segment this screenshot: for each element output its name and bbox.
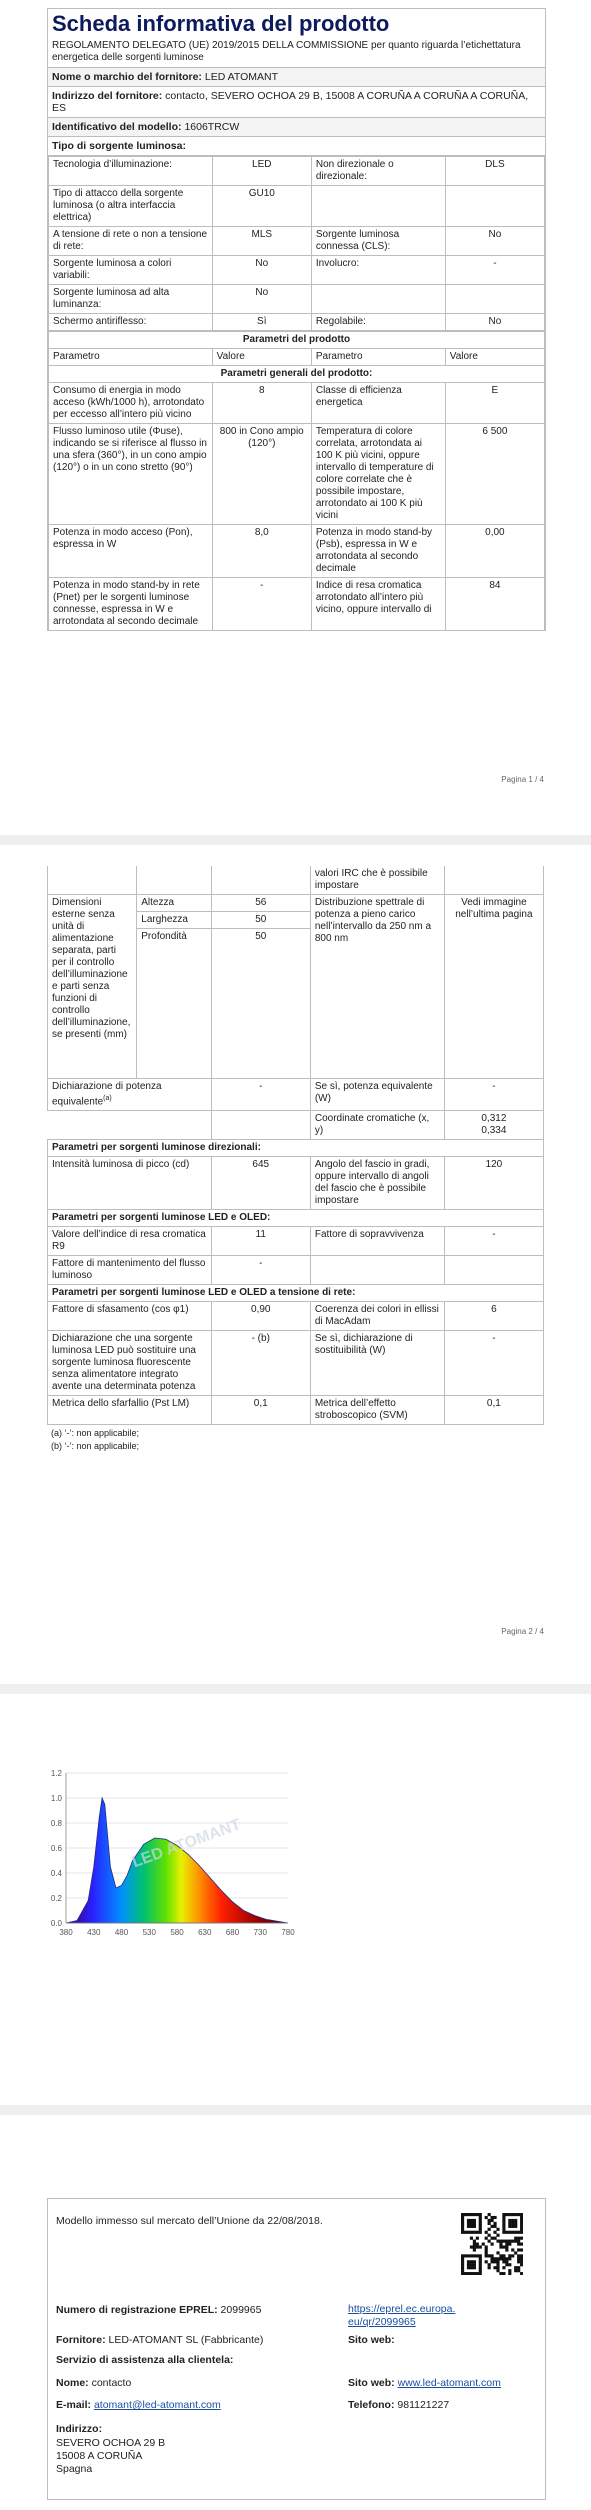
param-label: Sorgente luminosa connessa (CLS): — [311, 227, 445, 256]
phone-label: Telefono: — [348, 2399, 395, 2411]
footnote-b: (b) ‘-’: non applicabile; — [51, 1441, 140, 1452]
param-row — [49, 525, 545, 578]
x-tick-label: 480 — [114, 1928, 129, 1937]
param-value: 8,0 — [212, 525, 311, 578]
param-row — [49, 578, 545, 631]
param-value: No — [445, 314, 544, 331]
dim-key: Larghezza — [137, 912, 211, 929]
equiv-label: Dichiarazione di potenza equivalente$^{(a)}$ — [48, 1079, 212, 1111]
page-separator — [0, 835, 591, 845]
email-link[interactable]: atomant@led-atomant.com — [93, 2399, 221, 2411]
param-value: 120 — [444, 1157, 543, 1210]
page-number: Pagina 2 / 4 — [501, 1627, 544, 1636]
param-value — [444, 1256, 543, 1285]
param-value: 11 — [211, 1227, 310, 1256]
name-value: contacto — [91, 2377, 132, 2389]
param-value: E — [445, 383, 544, 424]
distribution-label: Distribuzione spettrale di potenza a pieno carico nell’intervallo da 250 nm a 800 nm — [310, 895, 444, 1079]
supplier-address-label: Indirizzo del fornitore: — [52, 90, 163, 102]
email-label: E-mail: — [56, 2399, 92, 2411]
page2-table — [47, 866, 544, 1425]
param-label: A tensione di rete o non a tensione di rete: — [49, 227, 213, 256]
product-params-header: Parametri del prodotto — [49, 332, 545, 349]
param-value — [445, 186, 544, 227]
dim-value: 50 — [211, 929, 310, 1079]
param-value: 645 — [211, 1157, 310, 1210]
param-row — [49, 285, 545, 314]
param-value: - — [444, 1331, 543, 1396]
watermark-logo: LED ATOMANT — [129, 1816, 244, 1872]
x-tick-label: 630 — [198, 1928, 212, 1937]
x-tick-label: 680 — [225, 1928, 240, 1937]
param-row — [48, 1256, 544, 1285]
param-label: Involucro: — [311, 256, 445, 285]
param-label: Coerenza dei colori in ellissi di MacAdam — [310, 1302, 444, 1331]
dimensions-label: Dimensioni esterne senza unità di alimentazione separata, parti per il controllo dell’illuminazione e parti senza funzioni di controllo dell’illuminazione, se presenti (mm) — [48, 895, 137, 1079]
param-row — [48, 1157, 544, 1210]
param-label: Potenza in modo stand-by in rete (Pnet) per le sorgenti luminose connesse, espressa in W e arrotondata al secondo decimale — [49, 578, 213, 631]
param-row — [49, 424, 545, 525]
param-value: DLS — [445, 157, 544, 186]
col-header: Valore — [212, 349, 311, 366]
param-value: GU10 — [212, 186, 311, 227]
eprel-label: Numero di registrazione EPREL: — [56, 2304, 218, 2316]
led-header: Parametri per sorgenti luminose LED e OLED: — [48, 1210, 544, 1227]
dim-value: 50 — [211, 912, 310, 929]
param-label: Classe di efficienza energetica — [311, 383, 445, 424]
param-label: Potenza in modo acceso (Pon), espressa in W — [49, 525, 213, 578]
x-tick-label: 530 — [142, 1928, 156, 1937]
param-label: Fattore di mantenimento del flusso luminoso — [48, 1256, 212, 1285]
page-separator — [0, 1684, 591, 1694]
param-label: Valore dell’indice di resa cromatica R9 — [48, 1227, 212, 1256]
x-tick-label: 730 — [253, 1928, 267, 1937]
param-value: 0,1 — [444, 1396, 543, 1425]
y-tick-label: 0.0 — [50, 1919, 62, 1928]
param-label: Indice di resa cromatica arrotondato all’intero più vicino, oppure intervallo di — [311, 578, 445, 631]
equiv-w-label: Se sì, potenza equivalente (W) — [310, 1079, 444, 1111]
model-row — [48, 118, 545, 137]
dim-key: Altezza — [137, 895, 211, 912]
supplier-address-row — [48, 87, 545, 118]
param-value — [445, 285, 544, 314]
param-label: Non direzionale o direzionale: — [311, 157, 445, 186]
y-tick-label: 0.6 — [50, 1844, 62, 1853]
param-value: - — [211, 1256, 310, 1285]
param-label: Schermo antiriflesso: — [49, 314, 213, 331]
footnote-a: (a) ‘-’: non applicabile; — [51, 1428, 140, 1439]
name-row — [56, 2377, 131, 2389]
chroma-label: Coordinate cromatiche (x, y) — [310, 1111, 444, 1140]
supplier-value: LED-ATOMANT SL (Fabbricante) — [108, 2334, 264, 2346]
supplier-name-label: Nome o marchio del fornitore: — [52, 71, 202, 83]
supplier-name-value: LED ATOMANT — [204, 71, 278, 83]
param-row — [48, 1227, 544, 1256]
param-row — [49, 157, 545, 186]
param-label: Dichiarazione che una sorgente luminosa LED può sostituire una sorgente luminosa fluorescente senza alimentatore integrato avente una determinata potenza — [48, 1331, 212, 1396]
param-row — [48, 1331, 544, 1396]
phone-value: 981121227 — [397, 2399, 450, 2411]
param-label: Sorgente luminosa ad alta luminanza: — [49, 285, 213, 314]
param-value: No — [445, 227, 544, 256]
param-label: Metrica dello sfarfallio (Pst LM) — [48, 1396, 212, 1425]
spectrum-chart — [38, 1765, 298, 1945]
param-row — [48, 1302, 544, 1331]
distribution-value: Vedi immagine nell’ultima pagina — [444, 895, 543, 1079]
regulation-text: REGOLAMENTO DELEGATO (UE) 2019/2015 DELLA COMMISSIONE per quanto riguarda l’etichettatura energetica delle sorgenti luminose — [48, 37, 545, 68]
model-value: 1606TRCW — [184, 121, 240, 133]
param-value: 8 — [212, 383, 311, 424]
param-value: Sì — [212, 314, 311, 331]
param-row — [49, 227, 545, 256]
y-tick-label: 0.4 — [50, 1869, 62, 1878]
dim-value: 56 — [211, 895, 310, 912]
eprel-row — [56, 2304, 261, 2316]
param-value: - (b) — [211, 1331, 310, 1396]
page-2 — [47, 866, 544, 1454]
supplier-label: Fornitore: — [56, 2334, 106, 2346]
param-value: 0,1 — [211, 1396, 310, 1425]
param-row — [49, 256, 545, 285]
param-label: Regolabile: — [311, 314, 445, 331]
supplier-name-row — [48, 68, 545, 87]
param-value: 800 in Cono ampio (120°) — [212, 424, 311, 525]
param-value: 84 — [445, 578, 544, 631]
model-label: Identificativo del modello: — [52, 121, 182, 133]
phone-row — [348, 2399, 449, 2411]
dim-key: Profondità — [137, 929, 211, 1079]
page-separator — [0, 2105, 591, 2115]
param-label — [310, 1256, 444, 1285]
address-label: Indirizzo: — [56, 2423, 103, 2435]
param-value: 6 500 — [445, 424, 544, 525]
param-label: Fattore di sopravvivenza — [310, 1227, 444, 1256]
qr-code-icon — [461, 2213, 523, 2275]
address-line: 15008 A CORUÑA — [56, 2450, 143, 2462]
param-value: - — [212, 578, 311, 631]
col-header: Parametro — [49, 349, 213, 366]
param-row — [49, 314, 545, 331]
service-label: Servizio di assistenza alla clientela: — [56, 2354, 234, 2366]
site2-row — [348, 2377, 501, 2389]
y-tick-label: 1.2 — [50, 1769, 62, 1778]
site2-label: Sito web: — [348, 2377, 395, 2389]
dir-header: Parametri per sorgenti luminose direzionali: — [48, 1140, 544, 1157]
type-label: Tipo di sorgente luminosa: — [48, 137, 545, 156]
mains-header: Parametri per sorgenti luminose LED e OLED a tensione di rete: — [48, 1285, 544, 1302]
param-label: Fattore di sfasamento (cos φ1) — [48, 1302, 212, 1331]
eprel-value: 2099965 — [220, 2304, 262, 2316]
x-tick-label: 580 — [170, 1928, 184, 1937]
page-number: Pagina 1 / 4 — [501, 775, 544, 784]
type-table — [48, 156, 545, 331]
param-label: Angolo del fascio in gradi, oppure intervallo di angoli del fascio che è possibile impostare — [310, 1157, 444, 1210]
address-line: Spagna — [56, 2463, 93, 2475]
param-label: Tecnologia d’illuminazione: — [49, 157, 213, 186]
param-value: - — [444, 1227, 543, 1256]
eprel-link[interactable]: https://eprel.ec.europa.eu/qr/2099965 — [348, 2303, 456, 2328]
site-label: Sito web: — [348, 2334, 395, 2346]
chroma-value: 0,312 0,334 — [444, 1111, 543, 1140]
general-table — [48, 331, 545, 631]
param-value: No — [212, 256, 311, 285]
equiv-w-value: - — [444, 1079, 543, 1111]
param-value: MLS — [212, 227, 311, 256]
spectrum-area — [66, 1798, 288, 1923]
param-value: LED — [212, 157, 311, 186]
param-row — [49, 383, 545, 424]
param-label — [311, 186, 445, 227]
page-1 — [47, 8, 546, 631]
param-value: 0,00 — [445, 525, 544, 578]
y-tick-label: 1.0 — [50, 1794, 62, 1803]
supplier-address-value: contacto, SEVERO OCHOA 29 B, 15008 A CORUÑA A CORUÑA A CORUÑA, ES — [52, 90, 529, 114]
email-row — [56, 2399, 221, 2411]
name-label: Nome: — [56, 2377, 89, 2389]
x-tick-label: 380 — [59, 1928, 73, 1937]
param-label — [311, 285, 445, 314]
param-value: No — [212, 285, 311, 314]
general-params-header: Parametri generali del prodotto: — [49, 366, 545, 383]
param-row — [48, 1396, 544, 1425]
x-tick-label: 430 — [87, 1928, 101, 1937]
param-label: Potenza in modo stand-by (Psb), espressa in W e arrotondata al secondo decimale — [311, 525, 445, 578]
page-title: Scheda informativa del prodotto — [52, 11, 390, 36]
x-tick-label: 780 — [281, 1928, 295, 1937]
param-row — [49, 186, 545, 227]
y-tick-label: 0.8 — [50, 1819, 62, 1828]
param-label: Tipo di attacco della sorgente luminosa (o altra interfaccia elettrica) — [49, 186, 213, 227]
param-value: 6 — [444, 1302, 543, 1331]
param-label: Sorgente luminosa a colori variabili: — [49, 256, 213, 285]
market-text: Modello immesso sul mercato dell’Unione da 22/08/2018. — [56, 2215, 323, 2227]
param-label: Consumo di energia in modo acceso (kWh/1000 h), arrotondato per eccesso all’intero più vicino — [49, 383, 213, 424]
y-tick-label: 0.2 — [50, 1894, 62, 1903]
cri-continued: valori IRC che è possibile impostare — [310, 866, 444, 895]
col-header: Parametro — [311, 349, 445, 366]
supplier-row — [56, 2334, 263, 2346]
param-value: - — [445, 256, 544, 285]
param-label: Metrica dell’effetto stroboscopico (SVM) — [310, 1396, 444, 1425]
param-label: Temperatura di colore correlata, arrotondata ai 100 K più vicini, oppure intervallo di temperature di colore correlate che è possibile impostare, arrotondato ai 100 K più vicini — [311, 424, 445, 525]
param-label: Se sì, dichiarazione di sostituibilità (W) — [310, 1331, 444, 1396]
equiv-value: - — [211, 1079, 310, 1111]
param-label: Intensità luminosa di picco (cd) — [48, 1157, 212, 1210]
site-link[interactable]: www.led-atomant.com — [397, 2377, 501, 2389]
col-header: Valore — [445, 349, 544, 366]
param-label: Flusso luminoso utile (Φuse), indicando se si riferisce al flusso in una sfera (360°), in un cono ampio (120°) o in un cono stretto (90°) — [49, 424, 213, 525]
param-value: 0,90 — [211, 1302, 310, 1331]
address-line: SEVERO OCHOA 29 B — [56, 2437, 166, 2449]
info-box — [47, 2198, 546, 2500]
